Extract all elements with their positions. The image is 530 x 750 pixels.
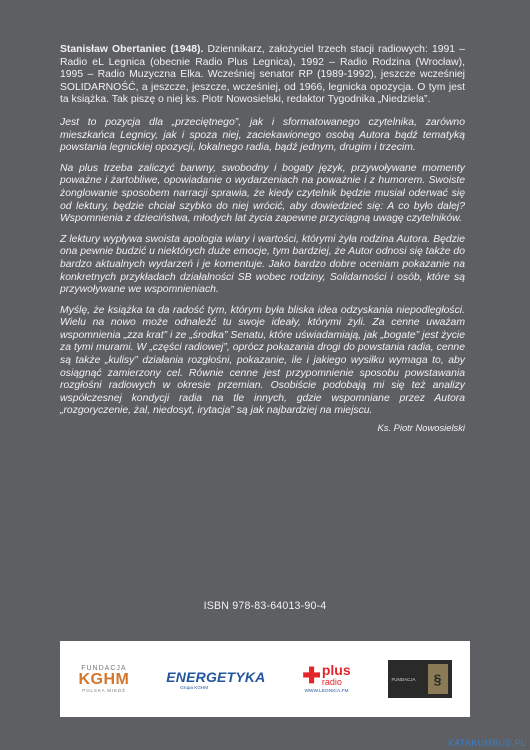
text-block bbox=[60, 44, 465, 435]
watermark: KATAKUMBUS.PL bbox=[447, 738, 526, 748]
quote-paragraph: Jest to pozycja dla „przeciętnego”, jak i sformatowanego czytelnika, zarówno mieszkańca Legnicy, jak i spoza niej, zaciekawionego osobą Autora bądź tematyką powstania legnickiej opozycji, lokalnego radia, bądź jednym, drugim i trzecim. bbox=[60, 116, 465, 154]
quote-paragraph: Myślę, że książka ta da radość tym, którym była bliska idea odzyskania niepodległości. Wielu na nowo może odnaleźć tu swoje ideały, którymi żyli. Za cenne uważam wspomnienia „zza krat” i ze „środka” Senatu, które uświadamiają, jak „bogate” jest życie za tymi murami. W „części radiowej”, oprócz pokazania drogi do powstania radia, cenne są także „kulisy” działania rozgłośni, pokazanie, ile i jakiego wysiłku wymaga to, aby osiągnąć zamierzony cel. Równie cenne jest przypomnienie sposobu powstawania rozgłośni radiowych w okresie przemian. Osobiście podobają mi się też analizy współczesnej kondycji radia na tle innych, gdzie wspomniane przez Autora „rozgoryczenie, żal, niedosyt, irytacja” są jak najbardziej na miejscu. bbox=[60, 304, 465, 417]
plus-url: WWW.LEGNICA.FM bbox=[304, 689, 349, 694]
quote-paragraph: Na plus trzeba zaliczyć barwny, swobodny i bogaty język, przywoływane momenty poważne i żartobliwe, opowiadanie o wydarzeniach na poważnie i z humorem. Swoiste żonglowanie sposobem narracji sprawia, że kiedy czytelnik będzie musiał oderwać się od lektury, będzie chciał szybko do niej wrócić, aby dowiedzieć się: A co było dalej? Wspomnienia z dzieciństwa, młodych lat życia zapewne przyciągną uwagę czytelników. bbox=[60, 162, 465, 225]
kghm-foundation-logo bbox=[78, 665, 129, 693]
energetyka-sub-label: Grupa KGHM bbox=[180, 684, 209, 690]
bio-text: Dziennikarz, założyciel trzech stacji radiowych: 1991 – Radio eL Legnica (obecnie Radio Plus Legnica), 1992 – Radio Rodzina (Wrocław), 1995 – Radio Muzyczna Elka. Wcześniej senator RP (1989-1992), jeszcze wcześniej SOLIDARNOŚĆ, a jeszcze, jeszcze, wcześniej, od 1966, legnicka opozycja. O tym jest ta książka. Tak piszę o niej ks. Piotr Nowosielski, redaktor Tygodnika „Niedziela”. bbox=[60, 44, 465, 106]
plus-wordmark: plus bbox=[321, 662, 351, 678]
quote-paragraph: Z lektury wypływa swoista apologia wiary i wartości, którymi żyła rodzina Autora. Będzie ona pewnie budzić u niektórych duże emocje, tym bardziej, że Autor odnosi się także do bardzo aktualnych wydarzeń i je komentuje. Jako bardzo dobre oceniam pokazanie na konkretnych przykładach działalności SB wobec rodziny, Solidarności i osób, które są przywoływane we wspomnieniach. bbox=[60, 233, 465, 296]
kghm-top-label: FUNDACJA bbox=[81, 665, 127, 672]
plus-cross-icon: ✚ bbox=[302, 663, 321, 688]
fundacja-logo bbox=[388, 660, 452, 698]
sponsor-logos bbox=[60, 641, 470, 717]
kghm-bottom-label: POLSKA MIEDŹ bbox=[82, 688, 126, 693]
fundacja-label: FUNDACJA bbox=[391, 676, 416, 682]
kghm-wordmark: KGHM bbox=[78, 671, 130, 688]
plus-radio-label: radio bbox=[321, 677, 342, 687]
fundacja-emblem-icon: § bbox=[428, 664, 448, 694]
author-bio bbox=[60, 44, 465, 107]
energetyka-logo bbox=[166, 669, 265, 690]
review-signature: Ks. Piotr Nowosielski bbox=[377, 422, 465, 434]
review-quote bbox=[60, 117, 465, 435]
author-name: Stanisław Obertaniec (1948). bbox=[60, 44, 204, 55]
isbn: ISBN 978-83-64013-90-4 bbox=[203, 600, 327, 612]
energetyka-wordmark: ENERGETYKA bbox=[166, 668, 266, 685]
plus-radio-logo bbox=[302, 664, 350, 694]
